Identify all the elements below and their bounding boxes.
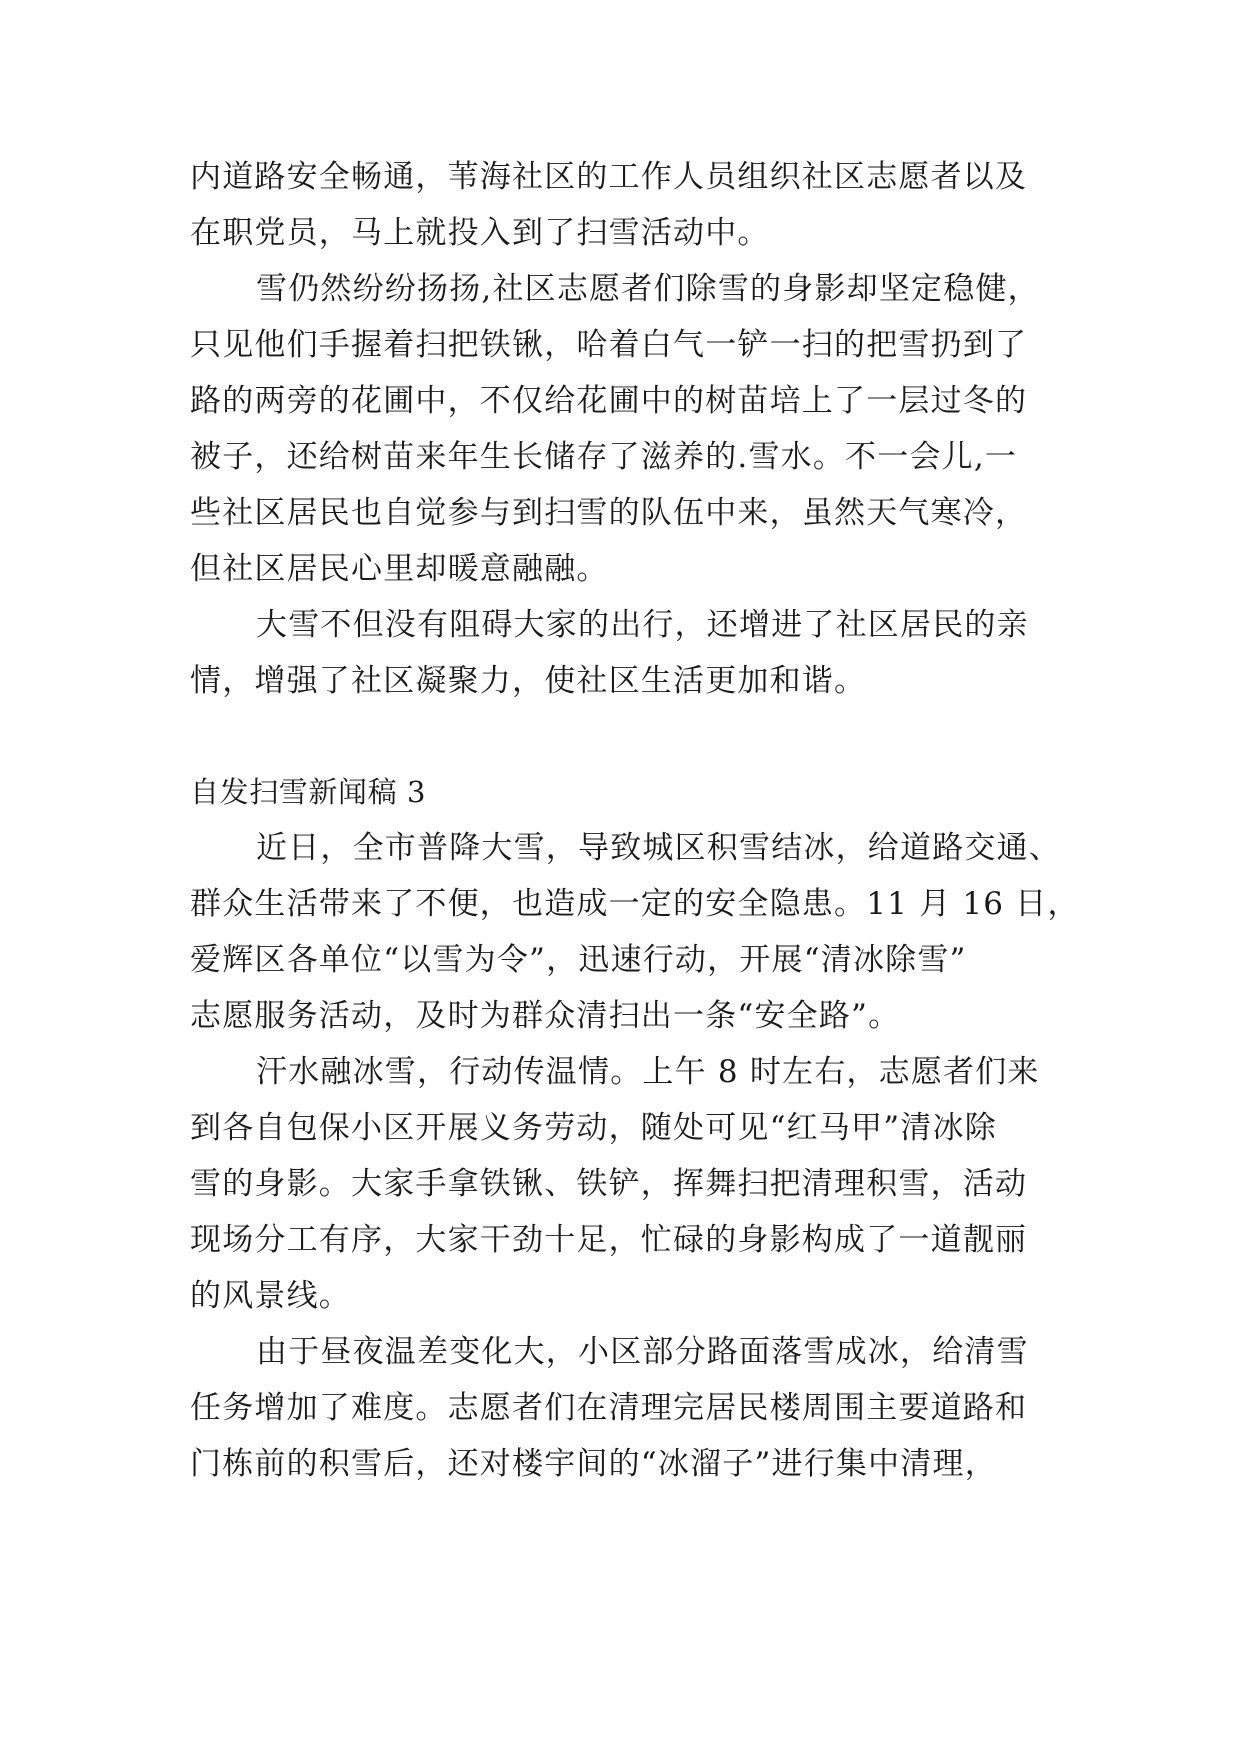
paragraph-line: 近日，全市普降大雪，导致城区积雪结冰，给道路交通、 — [256, 830, 1061, 866]
paragraph-line: 由于昼夜温差变化大，小区部分路面落雪成冰，给清雪 — [256, 1334, 1029, 1370]
paragraph-line: 雪的身影。大家手拿铁锹、铁铲，挥舞扫把清理积雪，活动 — [190, 1166, 1028, 1202]
paragraph-line: 内道路安全畅通，苇海社区的工作人员组织社区志愿者以及 — [190, 159, 1028, 195]
paragraph-line: 志愿服务活动，及时为群众清扫出一条“安全路”。 — [190, 998, 901, 1034]
paragraph-line: 群众生活带来了不便，也造成一定的安全隐患。11 月 16 日， — [190, 886, 1080, 922]
paragraph-line: 现场分工有序，大家干劲十足，忙碌的身影构成了一道靓丽 — [190, 1222, 1028, 1258]
paragraph-line: 只见他们手握着扫把铁锹，哈着白气一铲一扫的把雪扔到了 — [190, 327, 1028, 363]
section-heading: 自发扫雪新闻稿 3 — [190, 775, 427, 809]
paragraph-line: 爱辉区各单位“以雪为令”，迅速行动，开展“清冰除雪” — [190, 942, 967, 978]
paragraph-line: 但社区居民心里却暖意融融。 — [190, 551, 609, 587]
paragraph-line: 被子，还给树苗来年生长储存了滋养的.雪水。不一会儿,一 — [190, 439, 1018, 475]
paragraph-line: 门栋前的积雪后，还对楼宇间的“冰溜子”进行集中清理， — [190, 1446, 997, 1482]
paragraph-line: 些社区居民也自觉参与到扫雪的队伍中来，虽然天气寒冷， — [190, 495, 1028, 531]
paragraph-line: 雪仍然纷纷扬扬,社区志愿者们除雪的身影却坚定稳健， — [256, 271, 1040, 307]
paragraph-line: 在职党员，马上就投入到了扫雪活动中。 — [190, 215, 770, 251]
paragraph-line: 汗水融冰雪，行动传温情。上午 8 时左右，志愿者们来 — [256, 1054, 1040, 1090]
paragraph-line: 到各自包保小区开展义务劳动，随处可见“红马甲”清冰除 — [190, 1110, 997, 1146]
paragraph-line: 任务增加了难度。志愿者们在清理完居民楼周围主要道路和 — [190, 1390, 1028, 1426]
paragraph-line: 的风景线。 — [190, 1278, 351, 1314]
paragraph-line: 情，增强了社区凝聚力，使社区生活更加和谐。 — [190, 663, 867, 699]
paragraph-line: 大雪不但没有阻碍大家的出行，还增进了社区居民的亲 — [256, 607, 1029, 643]
paragraph-line: 路的两旁的花圃中，不仅给花圃中的树苗培上了一层过冬的 — [190, 383, 1028, 419]
